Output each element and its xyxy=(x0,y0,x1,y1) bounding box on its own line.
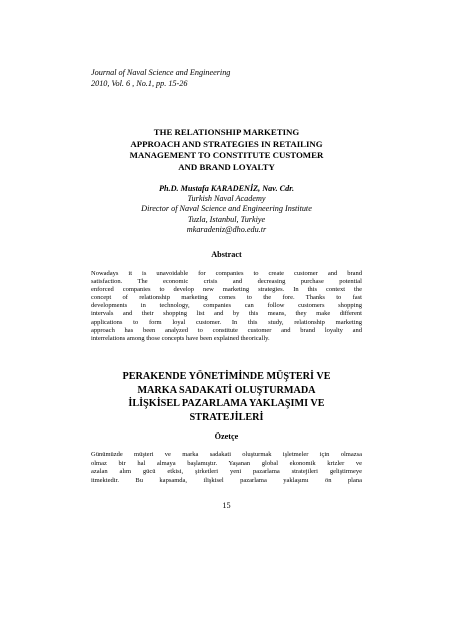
author-email: mkaradeniz@dho.edu.tr xyxy=(186,224,267,234)
abstract-heading: Abstract xyxy=(211,250,242,259)
abstract-line: interrelations among those concepts have been explained theorically. xyxy=(91,334,270,342)
abstract-line: enforced companies to develop new marketing strategies. In this context the xyxy=(91,286,362,294)
abstract-text xyxy=(91,270,362,343)
journal-header xyxy=(91,67,230,89)
ozetce-line: Günümüzde müşteri ve marka sadakati oluşturmak işletmeler için olmazsa xyxy=(91,451,362,458)
title-line: THE RELATIONSHIP MARKETING xyxy=(153,127,300,137)
author-block xyxy=(91,184,362,235)
author-affiliation: Turkish Naval Academy xyxy=(187,194,266,204)
paper-title xyxy=(91,127,362,173)
title-line: AND BRAND LOYALTY xyxy=(178,161,275,172)
turkish-title-line: MARKA SADAKATİ OLUŞTURMADA xyxy=(137,384,316,396)
abstract-line: Nowadays it is unavoidable for companies to create customer and brand xyxy=(91,270,362,277)
abstract-line: concept of relationship marketing comes to the fore. Thanks to fast xyxy=(91,294,362,302)
ozetce-heading: Özetçe xyxy=(214,432,239,441)
ozetce-text xyxy=(91,451,362,486)
title-line: APPROACH AND STRATEGIES IN RETAILING xyxy=(130,138,323,149)
abstract-line: developments in technology, companies can follow customers shopping xyxy=(91,302,362,310)
page-number: 15 xyxy=(222,501,231,510)
ozetce-line: olmaz bir hal almaya başlamıştır. Yaşanan global ekonomik krizler ve xyxy=(91,459,362,467)
title-line: MANAGEMENT TO CONSTITUTE CUSTOMER xyxy=(129,150,324,160)
turkish-title-line: STRATEJİLERİ xyxy=(189,411,264,423)
turkish-title xyxy=(91,370,362,424)
ozetce-line: itmektedir. Bu kapsamda, ilişkisel pazarlama yaklaşımı ön plana xyxy=(91,477,362,485)
author-position: Director of Naval Science and Engineering Institute xyxy=(141,204,312,214)
abstract-line: applications to form loyal customer. In this study, relationship marketing xyxy=(91,318,362,326)
turkish-title-line: PERAKENDE YÖNETİMİNDE MÜŞTERİ VE xyxy=(122,371,331,382)
ozetce-line: azalan alım gücü etkisi, şirketleri yeni pazarlama stratejileri geliştirmeye xyxy=(91,468,362,476)
author-name: Ph.D. Mustafa KARADENİZ, Nav. Cdr. xyxy=(158,184,295,193)
abstract-line: approach has been analyzed to constitute customer and brand loyalty and xyxy=(91,326,362,334)
journal-volume-info: 2010, Vol. 6 , No.1, pp. 15-26 xyxy=(91,79,188,88)
turkish-title-line: İLİŞKİSEL PAZARLAMA YAKLAŞIMI VE xyxy=(128,398,325,410)
abstract-line: satisfaction. The economic crisis and decreasing purchase potential xyxy=(91,278,362,286)
abstract-line: intervals and their shopping list and by this means, they make different xyxy=(91,310,362,318)
journal-name: Journal of Naval Science and Engineering xyxy=(91,68,231,77)
author-location: Tuzla, Istanbul, Turkiye xyxy=(187,214,266,224)
